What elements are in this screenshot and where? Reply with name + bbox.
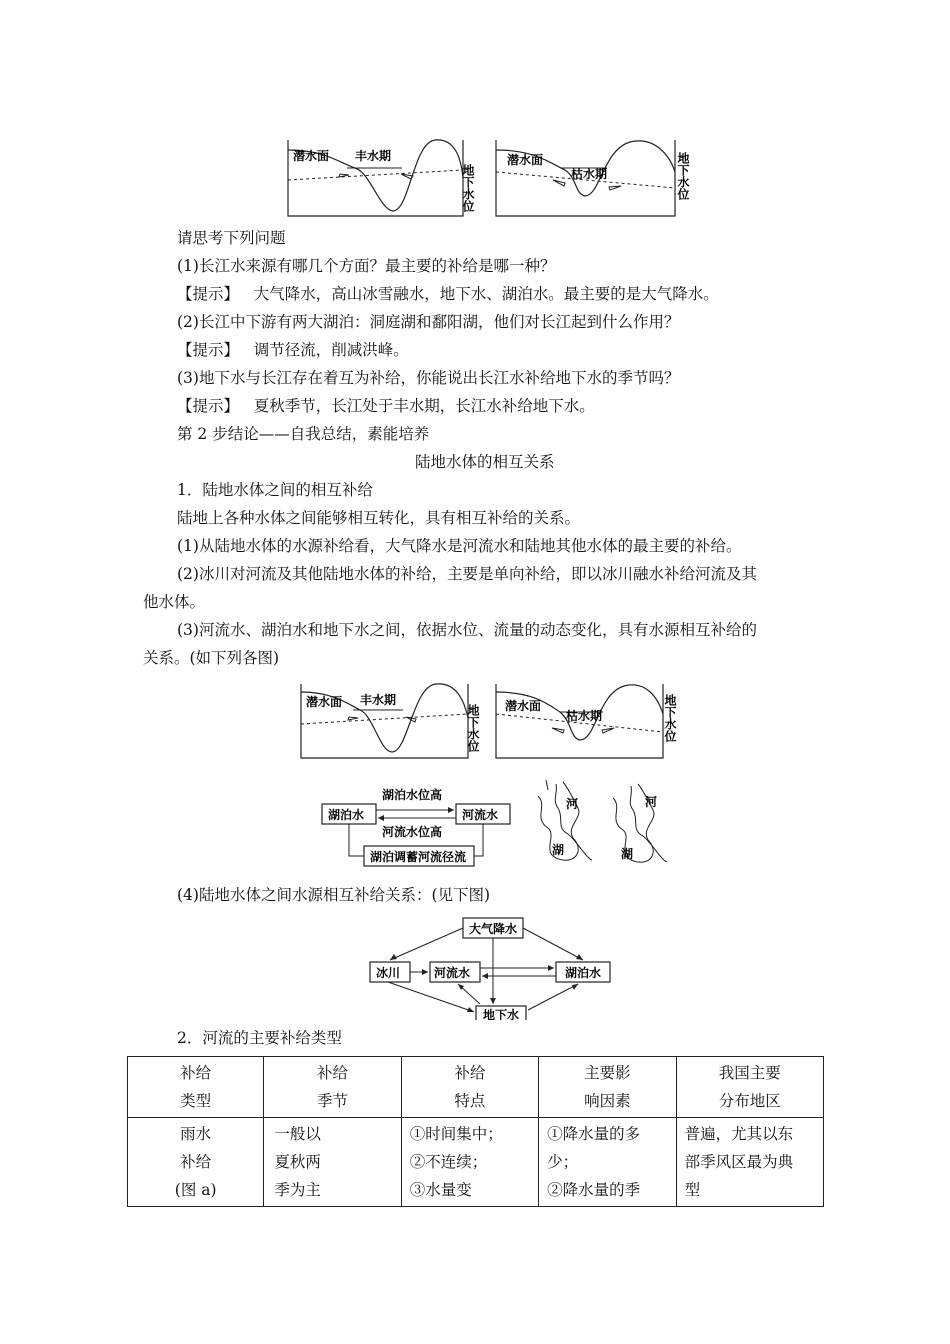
svg-text:地下水位: 地下水位	[676, 152, 690, 200]
paragraph-4b: 关系。(如下列各图)	[143, 649, 280, 667]
hint-text: 夏秋季节，长江处于丰水期，长江水补给地下水。	[253, 397, 595, 415]
svg-text:潜水面: 潜水面	[507, 153, 544, 167]
water-level-diagram-top	[285, 138, 705, 220]
paragraph-1: 陆地上各种水体之间能够相互转化，具有相互补给的关系。	[177, 509, 581, 527]
hint-tag: 【提示】	[177, 341, 240, 359]
svg-text:丰水期: 丰水期	[360, 693, 397, 707]
hint-tag: 【提示】	[177, 397, 240, 415]
table-header-row	[128, 1057, 824, 1118]
svg-text:潜水面: 潜水面	[505, 699, 542, 713]
svg-text:枯水期: 枯水期	[571, 167, 608, 181]
header-cell: 主要影 响因素	[539, 1057, 676, 1118]
paragraph-3b: 他水体。	[143, 593, 206, 611]
table-cell: ①时间集中； ②不连续； ③水量变	[401, 1118, 538, 1207]
paragraph-2: (1)从陆地水体的水源补给看，大气降水是河流水和陆地其他水体的最主要的补给。	[177, 537, 742, 555]
svg-text:潜水面: 潜水面	[306, 695, 343, 709]
svg-text:河: 河	[645, 795, 658, 809]
subsection-2: 2．河流的主要补给类型	[177, 1029, 342, 1047]
glacier-box: 冰川	[376, 966, 401, 980]
axis-label-right	[676, 151, 690, 201]
svg-text:枯水期: 枯水期	[566, 709, 603, 723]
svg-text:湖泊水位高: 湖泊水位高	[382, 788, 443, 802]
hint-tag: 【提示】	[177, 285, 240, 303]
svg-text:河: 河	[566, 797, 579, 811]
paragraph-5: (4)陆地水体之间水源相互补给关系：(见下图)	[177, 886, 491, 904]
river-box: 河流水	[462, 808, 499, 822]
svg-text:地下水位: 地下水位	[461, 164, 475, 212]
low-water-panel	[496, 140, 675, 216]
supply-type-table	[127, 1056, 824, 1207]
river-box: 河流水	[434, 966, 471, 980]
hint-text: 大气降水，高山冰雪融水，地下水、湖泊水。最主要的是大气降水。	[253, 285, 719, 303]
lake-river-diagram	[320, 778, 520, 870]
paragraph-3a: (2)冰川对河流及其他陆地水体的补给，主要是单向补给，即以冰川融水补给河流及其	[177, 565, 757, 583]
axis-label-left	[461, 163, 475, 213]
answer-1	[177, 284, 719, 304]
lake-box: 湖泊水	[328, 808, 365, 822]
rain-box: 大气降水	[469, 922, 518, 936]
step-2-heading: 第 2 步结论——自我总结，素能培养	[177, 425, 430, 443]
table-cell: 普遍，尤其以东 部季风区最为典 型	[676, 1118, 823, 1207]
table-cell: 一般以 夏秋两 季为主	[264, 1118, 401, 1207]
water-supply-cycle-diagram	[368, 914, 618, 1020]
table-row	[128, 1118, 824, 1207]
lake-box: 湖泊水	[565, 966, 602, 980]
svg-text:地下水位: 地下水位	[466, 704, 480, 752]
header-cell: 补给 季节	[264, 1057, 401, 1118]
section-title: 陆地水体的相互关系	[415, 453, 555, 471]
svg-text:河流水位高: 河流水位高	[382, 825, 443, 839]
svg-text:湖: 湖	[552, 843, 565, 857]
header-cell: 我国主要 分布地区	[676, 1057, 823, 1118]
svg-text:湖泊调蓄河流径流: 湖泊调蓄河流径流	[370, 850, 467, 864]
groundwater-box: 地下水	[483, 1008, 520, 1020]
subsection-1: 1．陆地水体之间的相互补给	[177, 481, 373, 499]
question-1: (1)长江水来源有哪几个方面？最主要的补给是哪一种？	[177, 257, 556, 275]
period-label: 丰水期	[355, 149, 392, 163]
hint-text: 调节径流，削减洪峰。	[253, 341, 409, 359]
svg-text:湖: 湖	[621, 847, 634, 861]
water-level-diagram-mid	[298, 682, 698, 762]
answer-3	[177, 396, 595, 416]
header-cell: 补给 类型	[128, 1057, 264, 1118]
qianshuimian-label: 潜水面	[293, 149, 330, 163]
answer-2	[177, 340, 409, 360]
question-2: (2)长江中下游有两大湖泊：洞庭湖和鄱阳湖，他们对长江起到什么作用？	[177, 313, 680, 331]
paragraph-4a: (3)河流水、湖泊水和地下水之间，依据水位、流量的动态变化，具有水源相互补给的	[177, 621, 757, 639]
header-cell: 补给 特点	[401, 1057, 538, 1118]
question-3: (3)地下水与长江存在着互为补给，你能说出长江水补给地下水的季节吗？	[177, 369, 680, 387]
think-prompt: 请思考下列问题	[177, 229, 286, 247]
table-cell: 雨水 补给 (图 a)	[128, 1118, 264, 1207]
lake-river-sketch	[528, 778, 693, 868]
svg-text:地下水位: 地下水位	[663, 694, 677, 742]
table-cell: ①降水量的多 少； ②降水量的季	[539, 1118, 676, 1207]
high-water-panel	[288, 140, 463, 216]
